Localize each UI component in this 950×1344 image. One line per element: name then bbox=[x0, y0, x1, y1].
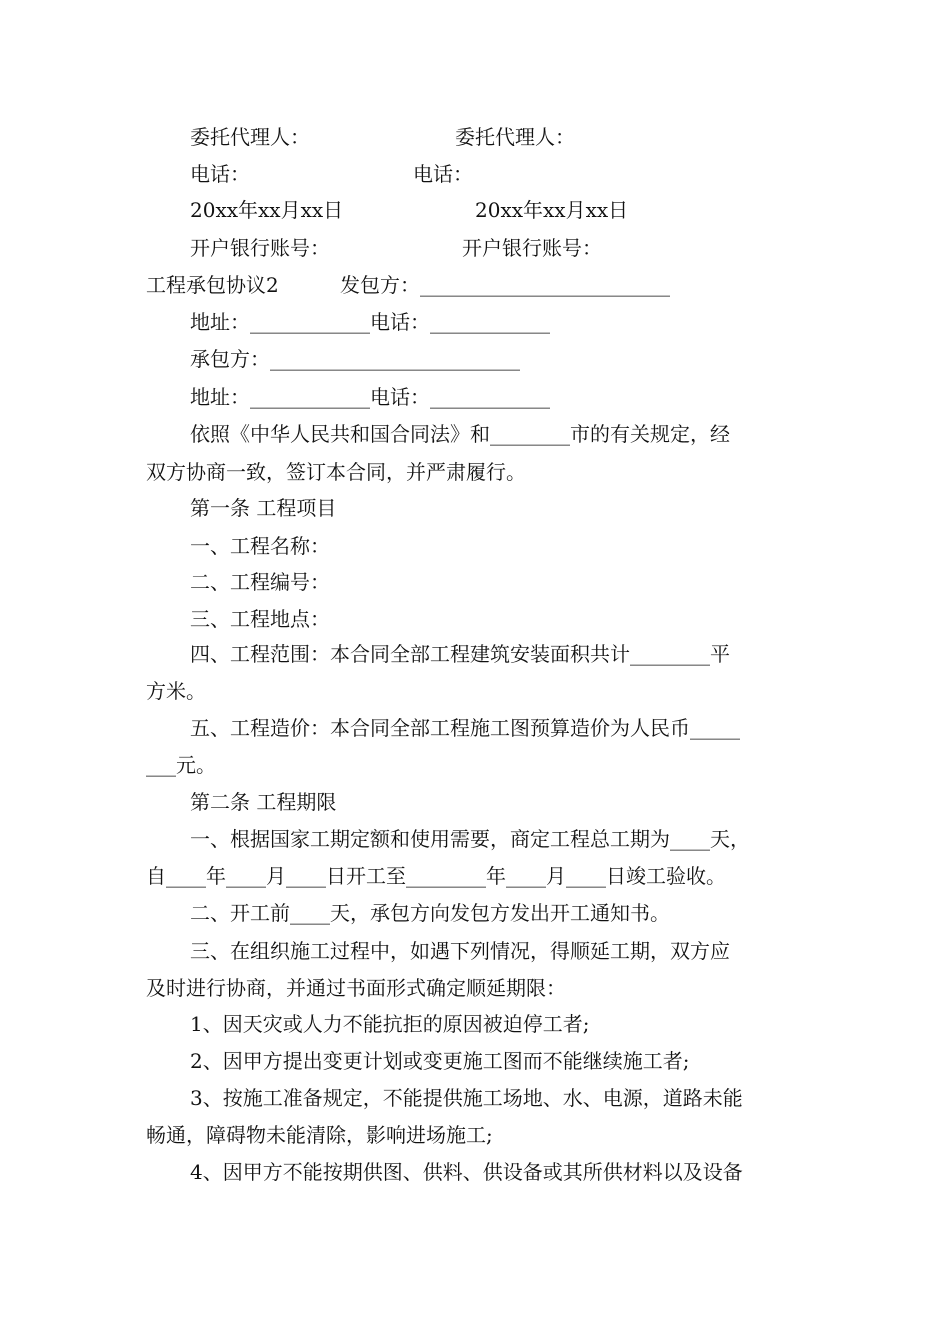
item5-row1 bbox=[0, 711, 950, 745]
term3-text-1: 三、在组织施工过程中，如遇下列情况，得顺延工期，双方应 bbox=[190, 939, 730, 963]
item-project-name: 一、工程名称： bbox=[190, 534, 330, 558]
condition2-row bbox=[0, 1044, 950, 1078]
item-project-location: 三、工程地点： bbox=[190, 607, 330, 631]
employer-line: 发包方：_________________________ bbox=[340, 273, 670, 297]
term3-row2 bbox=[0, 971, 950, 1005]
contractor-address-row bbox=[0, 380, 950, 414]
item4-row1 bbox=[0, 637, 950, 671]
agent-label-right: 委托代理人： bbox=[455, 125, 575, 149]
contractor-line: 承包方：_________________________ bbox=[190, 347, 520, 371]
bank-label-left: 开户银行账号： bbox=[190, 236, 330, 260]
condition3-text-1: 3、按施工准备规定，不能提供施工场地、水、电源，道路未能 bbox=[190, 1086, 743, 1110]
phone-label-right: 电话： bbox=[413, 162, 473, 186]
signature-phone-row bbox=[0, 157, 950, 191]
agent-label-left: 委托代理人： bbox=[190, 125, 310, 149]
intro-text-1: 依照《中华人民共和国合同法》和________市的有关规定，经 bbox=[190, 422, 730, 446]
date-right: 20xx年xx月xx日 bbox=[475, 198, 629, 222]
item4-row2 bbox=[0, 674, 950, 708]
contractor-row bbox=[0, 342, 950, 376]
item-project-scope-1: 四、工程范围：本合同全部工程建筑安装面积共计________平 bbox=[190, 642, 730, 666]
term3-row1 bbox=[0, 934, 950, 968]
condition4-row1 bbox=[0, 1155, 950, 1189]
condition3-text-2: 畅通，障碍物未能清除，影响进场施工; bbox=[146, 1123, 493, 1147]
condition2-text: 2、因甲方提出变更计划或变更施工图而不能继续施工者; bbox=[190, 1049, 690, 1073]
bank-label-right: 开户银行账号： bbox=[462, 236, 602, 260]
item-project-cost-1: 五、工程造价：本合同全部工程施工图预算造价为人民币_____ bbox=[190, 716, 740, 740]
item1-row bbox=[0, 529, 950, 563]
article1-heading-row bbox=[0, 491, 950, 525]
item5-row2 bbox=[0, 748, 950, 782]
item3-row bbox=[0, 602, 950, 636]
item-project-cost-2: ___元。 bbox=[146, 753, 216, 777]
term2-row bbox=[0, 896, 950, 930]
term1-text-1: 一、根据国家工期定额和使用需要，商定工程总工期为____天， bbox=[190, 827, 750, 851]
signature-agent-row bbox=[0, 120, 950, 154]
contract-title: 工程承包协议2 bbox=[146, 273, 279, 297]
intro-paragraph-line2 bbox=[0, 455, 950, 489]
signature-bank-row bbox=[0, 231, 950, 265]
item2-row bbox=[0, 565, 950, 599]
article1-heading: 第一条 工程项目 bbox=[190, 496, 337, 520]
condition4-text-1: 4、因甲方不能按期供图、供料、供设备或其所供材料以及设备 bbox=[190, 1160, 743, 1184]
date-left: 20xx年xx月xx日 bbox=[190, 198, 344, 222]
phone-label-left: 电话： bbox=[190, 162, 250, 186]
contract-title-row bbox=[0, 268, 950, 302]
term3-text-2: 及时进行协商，并通过书面形式确定顺延期限： bbox=[146, 976, 566, 1000]
condition3-row1 bbox=[0, 1081, 950, 1115]
employer-address-row bbox=[0, 305, 950, 339]
article2-heading-row bbox=[0, 785, 950, 819]
article2-heading: 第二条 工程期限 bbox=[190, 790, 337, 814]
condition1-row bbox=[0, 1007, 950, 1041]
employer-address-line: 地址：____________电话：____________ bbox=[190, 310, 550, 334]
term1-row2 bbox=[0, 859, 950, 893]
intro-paragraph-line1 bbox=[0, 417, 950, 451]
item-project-number: 二、工程编号： bbox=[190, 570, 330, 594]
intro-text-2: 双方协商一致，签订本合同，并严肃履行。 bbox=[146, 460, 526, 484]
condition1-text: 1、因天灾或人力不能抗拒的原因被迫停工者; bbox=[190, 1012, 590, 1036]
contractor-address-line: 地址：____________电话：____________ bbox=[190, 385, 550, 409]
item-project-scope-2: 方米。 bbox=[146, 679, 206, 703]
condition3-row2 bbox=[0, 1118, 950, 1152]
signature-date-row bbox=[0, 193, 950, 227]
term1-text-2: 自____年____月____日开工至________年____月____日竣工验收。 bbox=[146, 864, 726, 888]
term2-text: 二、开工前____天，承包方向发包方发出开工通知书。 bbox=[190, 901, 670, 925]
term1-row1 bbox=[0, 822, 950, 856]
